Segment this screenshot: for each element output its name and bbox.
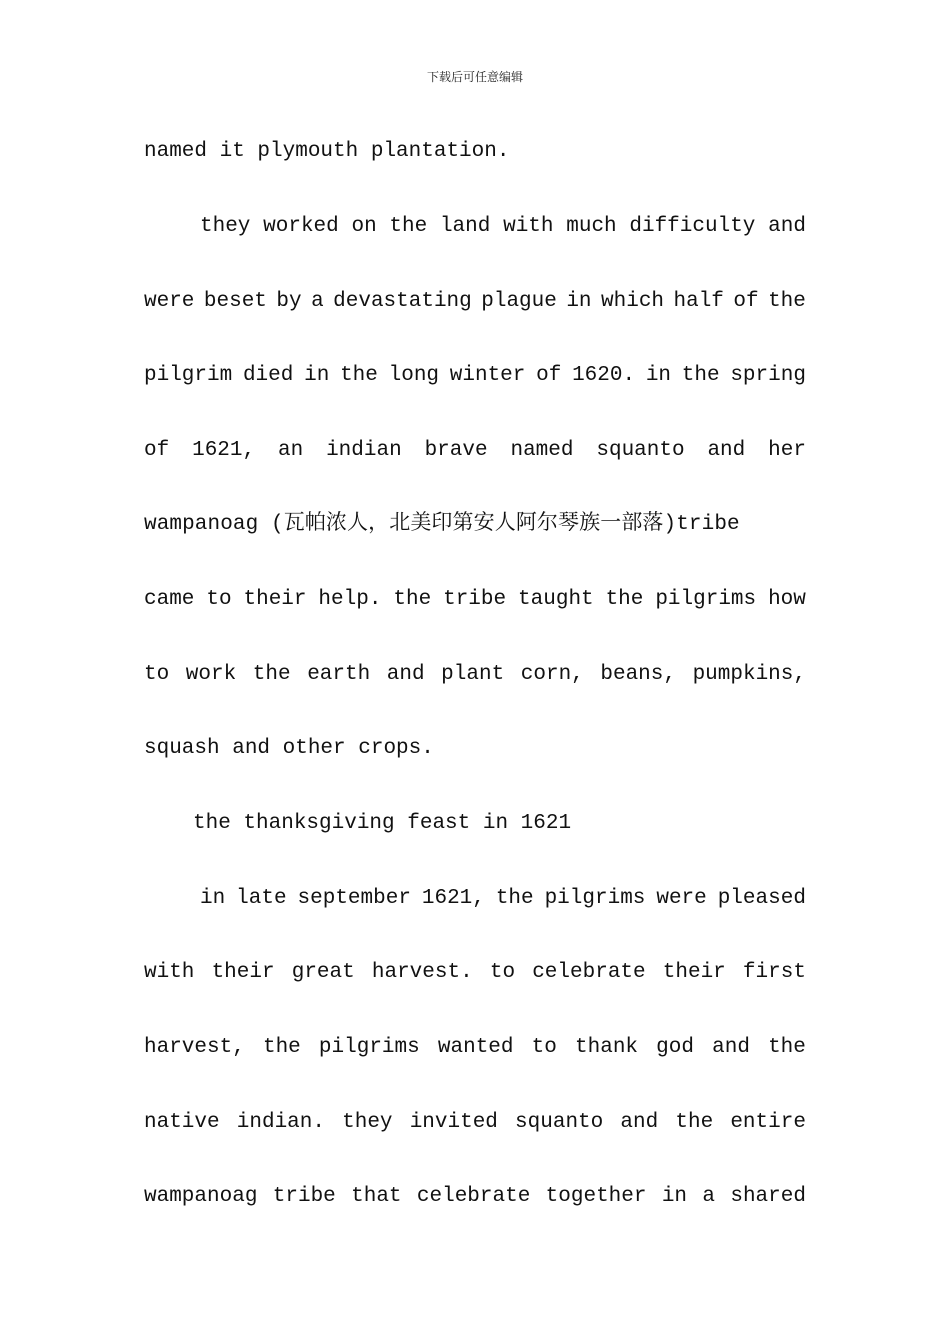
word: to bbox=[531, 1036, 557, 1059]
word: they bbox=[342, 1111, 393, 1134]
word: shared bbox=[730, 1185, 806, 1208]
text-line: named it plymouth plantation. bbox=[144, 140, 510, 163]
text-line bbox=[144, 960, 806, 986]
word: and bbox=[386, 663, 425, 686]
word: celebrate bbox=[532, 961, 646, 984]
word: the bbox=[768, 290, 806, 313]
word: harvest, bbox=[144, 1036, 245, 1059]
word: wampanoag bbox=[144, 1185, 258, 1208]
text-line bbox=[144, 438, 806, 464]
text-line bbox=[200, 886, 806, 912]
word: to bbox=[144, 663, 170, 686]
word: pilgrims bbox=[318, 1036, 420, 1059]
word: were bbox=[144, 290, 195, 313]
word: 1620. bbox=[572, 364, 636, 387]
word: in bbox=[200, 887, 226, 910]
word: their bbox=[211, 961, 275, 984]
word: god bbox=[656, 1036, 694, 1059]
word: a bbox=[311, 290, 324, 313]
word: plant bbox=[441, 663, 505, 686]
word: beans, bbox=[600, 663, 676, 686]
word: plague bbox=[481, 290, 557, 313]
text-line: squash and other crops. bbox=[144, 737, 434, 760]
text-line bbox=[144, 363, 806, 389]
word: the bbox=[495, 887, 534, 910]
word: indian. bbox=[236, 1111, 325, 1134]
word: wanted bbox=[437, 1036, 514, 1059]
word: work bbox=[185, 663, 237, 686]
word: to bbox=[206, 588, 232, 611]
word: tribe bbox=[443, 588, 507, 611]
word: thank bbox=[575, 1036, 639, 1059]
word: brave bbox=[424, 439, 488, 462]
word: of bbox=[733, 290, 759, 313]
text-line: wampanoag (瓦帕浓人，北美印第安人阿尔琴族一部落)tribe bbox=[144, 513, 740, 536]
word: the bbox=[262, 1036, 301, 1059]
word: her bbox=[768, 439, 806, 462]
word: harvest. bbox=[371, 961, 473, 984]
word: and bbox=[707, 439, 746, 462]
word: their bbox=[662, 961, 726, 984]
word: devastating bbox=[333, 290, 472, 313]
text-line bbox=[200, 214, 806, 240]
word: which bbox=[601, 290, 665, 313]
word: worked bbox=[263, 215, 339, 238]
word: by bbox=[276, 290, 302, 313]
word: in bbox=[566, 290, 592, 313]
word: corn, bbox=[520, 663, 584, 686]
text-line bbox=[144, 587, 806, 613]
word: squanto bbox=[515, 1111, 604, 1134]
word: the bbox=[393, 588, 432, 611]
word: 1621, bbox=[421, 887, 485, 910]
word: the bbox=[605, 588, 644, 611]
word: to bbox=[489, 961, 516, 984]
word: taught bbox=[518, 588, 594, 611]
text-line bbox=[144, 1035, 806, 1061]
word: the bbox=[389, 215, 428, 238]
word: half bbox=[673, 290, 724, 313]
word: died bbox=[242, 364, 294, 387]
text-line bbox=[144, 1110, 806, 1136]
word: pilgrim bbox=[144, 364, 233, 387]
word: great bbox=[291, 961, 355, 984]
word: beset bbox=[203, 290, 267, 313]
word: 1621, bbox=[192, 439, 256, 462]
word: were bbox=[656, 887, 707, 910]
word: and bbox=[712, 1036, 750, 1059]
word: together bbox=[545, 1185, 647, 1208]
word: their bbox=[243, 588, 307, 611]
word: tribe bbox=[272, 1185, 336, 1208]
word: pumpkins, bbox=[692, 663, 806, 686]
word: of bbox=[536, 364, 562, 387]
word: winter bbox=[449, 364, 526, 387]
word: earth bbox=[307, 663, 371, 686]
word: first bbox=[742, 961, 806, 984]
word: pleased bbox=[717, 887, 806, 910]
word: in bbox=[661, 1185, 688, 1208]
word: in bbox=[645, 364, 672, 387]
word: late bbox=[236, 887, 287, 910]
word: and bbox=[768, 215, 806, 238]
word: september bbox=[297, 887, 411, 910]
word: native bbox=[144, 1111, 220, 1134]
word: that bbox=[351, 1185, 402, 1208]
word: the bbox=[681, 364, 720, 387]
word: they bbox=[200, 215, 251, 238]
word: came bbox=[144, 588, 195, 611]
word: difficulty bbox=[629, 215, 756, 238]
word: the bbox=[252, 663, 291, 686]
word: how bbox=[768, 588, 806, 611]
word: spring bbox=[730, 364, 806, 387]
word: and bbox=[620, 1111, 659, 1134]
word: a bbox=[702, 1185, 715, 1208]
word: squanto bbox=[596, 439, 685, 462]
text-line bbox=[144, 289, 806, 315]
word: long bbox=[388, 364, 440, 387]
word: pilgrims bbox=[544, 887, 646, 910]
word: on bbox=[351, 215, 377, 238]
word: of bbox=[144, 439, 170, 462]
text-line bbox=[144, 662, 806, 688]
word: pilgrims bbox=[655, 588, 757, 611]
word: celebrate bbox=[416, 1185, 531, 1208]
word: named bbox=[510, 439, 574, 462]
word: entire bbox=[730, 1111, 806, 1134]
word: invited bbox=[409, 1111, 498, 1134]
word: an bbox=[277, 439, 304, 462]
word: with bbox=[144, 961, 195, 984]
word: the bbox=[768, 1036, 806, 1059]
word: indian bbox=[326, 439, 402, 462]
word: help. bbox=[318, 588, 382, 611]
word: with bbox=[503, 215, 554, 238]
word: in bbox=[304, 364, 330, 387]
word: the bbox=[340, 364, 378, 387]
word: land bbox=[439, 215, 491, 238]
text-line bbox=[144, 1184, 806, 1210]
header-note: 下载后可任意编辑 bbox=[426, 70, 523, 84]
word: the bbox=[675, 1111, 714, 1134]
word: much bbox=[566, 215, 617, 238]
section-heading: the thanksgiving feast in 1621 bbox=[193, 812, 572, 835]
